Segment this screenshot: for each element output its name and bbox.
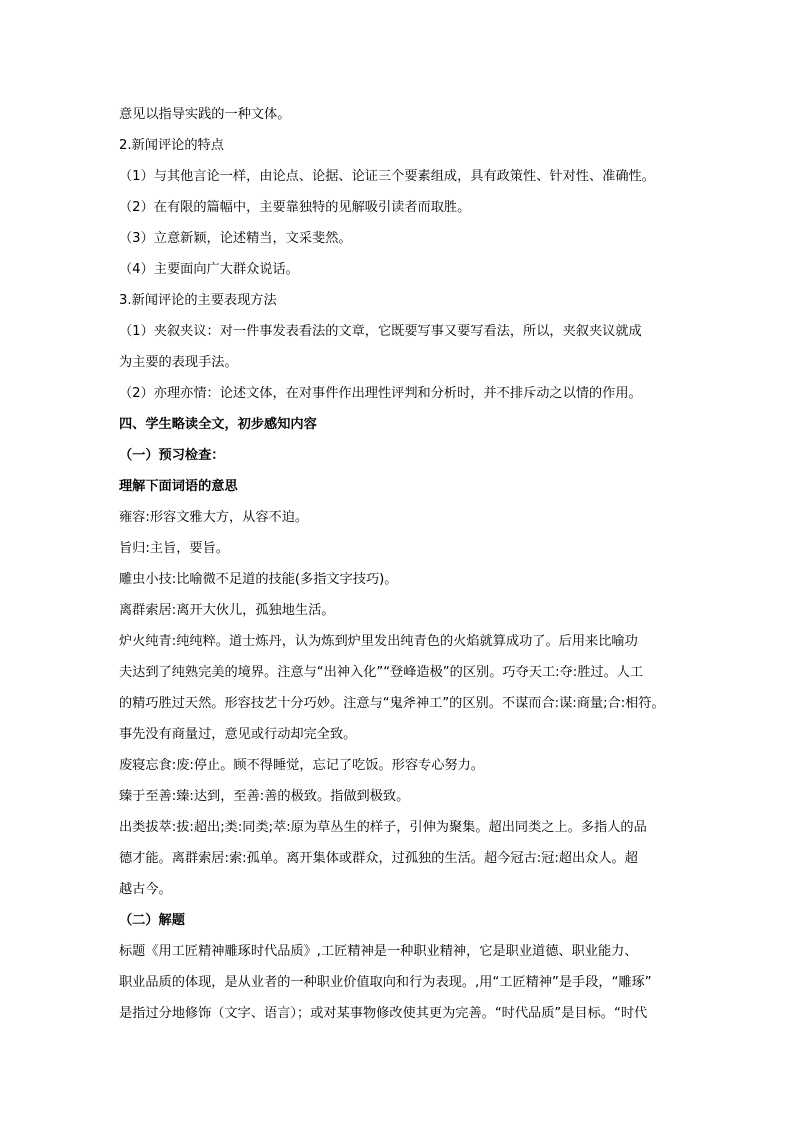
text-line: （1）与其他言论一样，由论点、论据、论证三个要素组成，具有政策性、针对性、准确性。 <box>119 169 655 184</box>
section-heading-line: （一）预习检查： <box>119 448 225 463</box>
text-line: 是指过分地修饰（文字、语言）；或对某事物修改使其更为完善。“时代品质”是目标。“时代 <box>119 1006 648 1021</box>
text-line: 炉火纯青:纯纯粹。道士炼丹，认为炼到炉里发出纯青色的火焰就算成功了。后用来比喻功 <box>119 634 638 649</box>
text-line: 废寝忘食:废:停止。顾不得睡觉，忘记了吃饭。形容专心努力。 <box>119 758 484 773</box>
text-line: 旨归:主旨，要旨。 <box>119 541 229 556</box>
text-line: 3.新闻评论的主要表现方法 <box>119 293 277 308</box>
text-line: 职业品质的体现，是从业者的一种职业价值取向和行为表现。,用“工匠精神”是手段，“雕琢” <box>119 975 652 990</box>
section-heading-line: 四、学生略读全文，初步感知内容 <box>119 417 317 432</box>
document-body <box>119 99 679 1029</box>
text-line: 为主要的表现手法。 <box>119 355 238 370</box>
text-line: 意见以指导实践的一种文体。 <box>119 107 291 122</box>
section-heading-line: 理解下面词语的意思 <box>119 479 238 494</box>
text-line: 事先没有商量过，意见或行动却完全致。 <box>119 727 357 742</box>
text-line: 雍容:形容文雅大方，从容不迫。 <box>119 510 309 525</box>
section-heading-line: （二）解题 <box>119 913 185 928</box>
text-line: （3）立意新颖，论述精当，文采斐然。 <box>119 231 352 246</box>
text-line: 的精巧胜过天然。形容技艺十分巧妙。注意与“鬼斧神工”的区别。不谋而合:谋:商量;合:相符。 <box>119 696 665 711</box>
text-line: （2）亦理亦情：论述文体，在对事件作出理性评判和分析时，并不排斥动之以情的作用。 <box>119 386 642 401</box>
text-line: 臻于至善:臻:达到，至善:善的极致。指做到极致。 <box>119 789 410 804</box>
text-line: （4）主要面向广大群众说话。 <box>119 262 299 277</box>
text-line: 雕虫小技:比喻微不足道的技能(多指文字技巧)。 <box>119 572 398 587</box>
text-line: 越古今。 <box>119 882 172 897</box>
text-line: （2）在有限的篇幅中，主要靠独特的见解吸引读者而取胜。 <box>119 200 471 215</box>
text-line: 2.新闻评论的特点 <box>119 138 224 153</box>
text-line: 离群索居:离开大伙儿，孤独地生活。 <box>119 603 335 618</box>
text-line: 德才能。离群索居:索:孤单。离开集体或群众，过孤独的生活。超今冠古:冠:超出众人。超 <box>119 851 638 866</box>
text-line: 标题《用工匠精神雕琢时代品质》,工匠精神是一种职业精神，它是职业道德、职业能力、 <box>119 944 638 959</box>
text-line: 出类拔萃:拔:超出;类:同类;萃:原为草丛生的样子，引伸为聚集。超出同类之上。多指人的品 <box>119 820 647 835</box>
text-line: （1）夹叙夹议：对一件事发表看法的文章，它既要写事又要写看法，所以，夹叙夹议就成 <box>119 324 642 339</box>
text-line: 夫达到了纯熟完美的境界。注意与“出神入化”“登峰造极”的区别。巧夺天工:夺:胜过。人工 <box>119 665 644 680</box>
